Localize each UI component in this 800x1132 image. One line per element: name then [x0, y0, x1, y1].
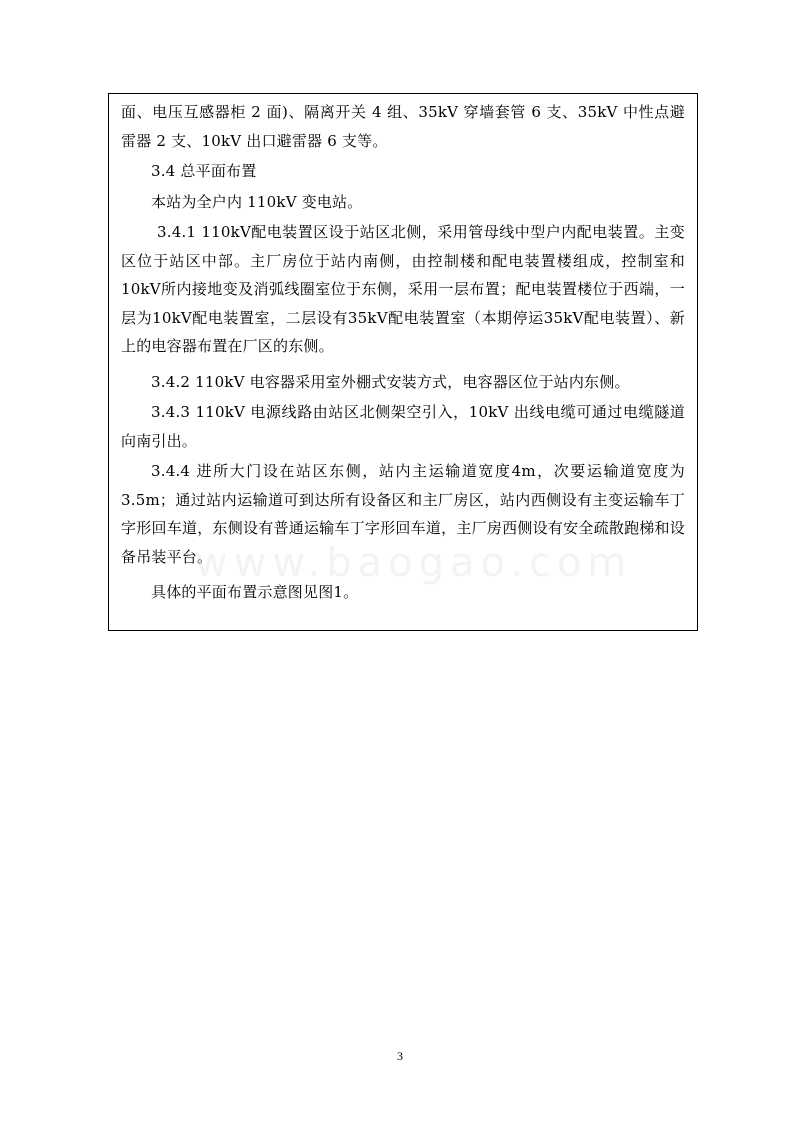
page-number: 3 — [397, 1049, 403, 1063]
paragraph-3-4-3: 3.4.3 110kV 电源线路由站区北侧架空引入，10kV 出线电缆可通过电缆隧道向南引出。 — [121, 403, 685, 450]
paragraph-3-4-1: 3.4.1 110kV配电装置区设于站区北侧，采用管母线中型户内配电装置。主变区位于站区中部。主厂房位于站内南侧，由控制楼和配电装置楼组成，控制室和10kV所内接地变及消弧线圈室位于东侧，采用一层布置；配电装置楼位于西端，一层为10kV配电装置室，二层设有35kV配电装置室（本期停运35kV配电装置）、新上的电容器布置在厂区的东侧。 — [121, 223, 685, 355]
paragraph-3-4-4: 3.4.4 进所大门设在站区东侧，站内主运输道宽度4m，次要运输道宽度为3.5m；通过站内运输道可到达所有设备区和主厂房区，站内西侧设有主变运输车丁字形回车道，东侧设有普通运输车丁字形回车道，主厂房西侧设有安全疏散跑梯和设备吊装平台。 — [121, 462, 685, 566]
content-frame — [108, 93, 698, 631]
watermark: www.baogao.com — [195, 540, 633, 586]
paragraph-figure-reference: 具体的平面布置示意图见图1。 — [151, 583, 359, 601]
paragraph-station-type: 本站为全户内 110kV 变电站。 — [151, 192, 363, 211]
section-heading-3-4: 3.4 总平面布置 — [151, 162, 257, 180]
paragraph-3-4-2: 3.4.2 110kV 电容器采用室外棚式安装方式，电容器区位于站内东侧。 — [151, 372, 630, 391]
paragraph-equipment-list: 面、电压互感器柜 2 面)、隔离开关 4 组、35kV 穿墙套管 6 支、35kV 中性点避雷器 2 支、10kV 出口避雷器 6 支等。 — [121, 103, 685, 150]
